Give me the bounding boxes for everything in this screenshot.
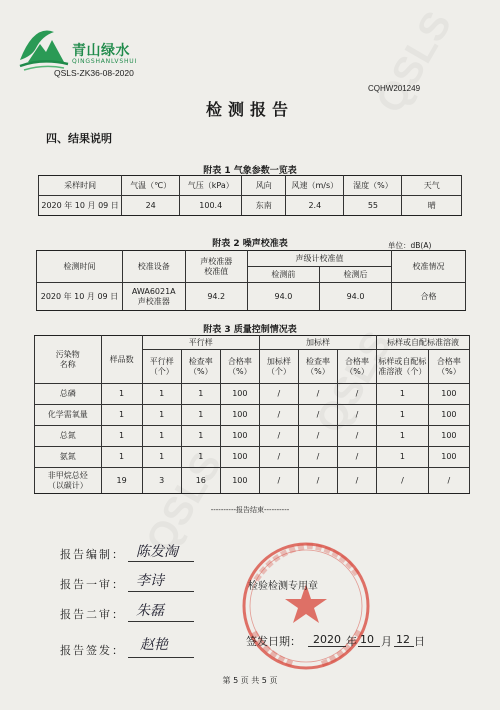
table-cell: 24: [122, 196, 180, 216]
signature-line: [128, 657, 194, 658]
table-cell: 19: [101, 468, 142, 494]
cell-text: 非甲烷总烃: [47, 470, 88, 480]
review1-label: 报告一审：: [60, 578, 125, 591]
header-cell: 风速（m/s）: [286, 176, 344, 196]
table-cell: 东南: [242, 196, 286, 216]
table-cell: 1: [101, 405, 142, 426]
table-cell: 1: [101, 384, 142, 405]
header-cell: 气压（kPa）: [180, 176, 242, 196]
table-cell: /: [338, 447, 377, 468]
header-cell: 气温（℃）: [122, 176, 180, 196]
header-text: （个）: [149, 366, 174, 376]
table-cell: 晴: [402, 196, 462, 216]
table-cell: /: [259, 426, 298, 447]
table-cell: 总磷: [35, 384, 102, 405]
header-text: （个）: [266, 366, 291, 376]
official-seal-icon: [236, 536, 376, 676]
header-cell: [142, 350, 181, 384]
header-text: 加标样: [266, 356, 291, 366]
header-cell: 合格率（%）: [220, 350, 259, 384]
header-cell: 平行样: [142, 336, 259, 350]
table-cell: 1: [181, 426, 220, 447]
header-cell: 检查率（%）: [181, 350, 220, 384]
header-cell: [35, 336, 102, 384]
cell-text: （以碳计）: [47, 480, 88, 490]
table-cell: 1: [181, 384, 220, 405]
issue-month: 10: [360, 633, 374, 646]
review2-label: 报告二审：: [60, 608, 125, 621]
table-cell: /: [428, 468, 469, 494]
table-row: [35, 426, 470, 447]
weather-table: [38, 175, 462, 216]
page-title: 检测报告: [205, 100, 294, 119]
cell-text: AWA6021A: [131, 286, 176, 296]
table-cell: /: [259, 384, 298, 405]
signature-line: [128, 561, 194, 562]
table-cell: /: [259, 468, 298, 494]
table-row: [39, 196, 462, 216]
header-cell: 检查率（%）: [298, 350, 337, 384]
mountain-logo-icon: [14, 18, 74, 73]
issue-year: 2020: [313, 633, 341, 646]
header-cell: 校准情况: [392, 251, 466, 283]
table-cell: 1: [377, 405, 429, 426]
table-cell: /: [338, 405, 377, 426]
review2-signature: 朱磊: [136, 603, 164, 619]
issuer-signature: 赵艳: [140, 637, 168, 653]
table-cell: 2020 年 10 月 09 日: [39, 196, 122, 216]
table-cell: 1: [377, 384, 429, 405]
section-heading: 四、结果说明: [46, 132, 112, 145]
noise-calibration-table: [36, 250, 466, 311]
table-cell: 55: [344, 196, 402, 216]
compiler-signature: 陈发淘: [136, 544, 178, 560]
issue-date-label: 签发日期：: [246, 635, 301, 648]
table-cell: /: [298, 447, 337, 468]
table-cell: 94.0: [247, 283, 319, 311]
issue-day-unit: 日: [414, 635, 425, 648]
header-cell: [185, 251, 247, 283]
table-cell: 1: [101, 447, 142, 468]
table-row: [35, 468, 470, 494]
table-cell: /: [259, 405, 298, 426]
date-line: [308, 646, 346, 647]
table-cell: 1: [142, 447, 181, 468]
table-cell: 100: [220, 468, 259, 494]
header-cell: 合格率（%）: [428, 350, 469, 384]
table-cell: 100: [428, 405, 469, 426]
table2-caption: 附表 2 噪声校准表: [212, 239, 288, 249]
quality-control-table: [34, 335, 470, 494]
table-cell: 100: [220, 384, 259, 405]
header-cell: 标样或自配标准溶液: [377, 336, 470, 350]
table-cell: 1: [377, 426, 429, 447]
date-line: [358, 646, 380, 647]
issue-day: 12: [396, 633, 410, 646]
header-cell: 检测时间: [37, 251, 123, 283]
table-cell: /: [298, 405, 337, 426]
table-cell: 1: [181, 405, 220, 426]
header-text: 平行样: [149, 356, 174, 366]
document-code: QSLS-ZK36-08-2020: [54, 68, 134, 78]
table-cell: /: [377, 468, 429, 494]
table-cell: /: [298, 468, 337, 494]
page-number: 第 5 页 共 5 页: [222, 676, 278, 685]
review1-signature: 李诗: [136, 573, 164, 589]
table-cell: 1: [142, 384, 181, 405]
header-cell: 样品数: [101, 336, 142, 384]
header-cell: 天气: [402, 176, 462, 196]
table-cell: /: [259, 447, 298, 468]
header-cell: 合格率（%）: [338, 350, 377, 384]
table-row: [37, 283, 466, 311]
issue-year-unit: 年: [346, 635, 357, 648]
header-cell: [259, 350, 298, 384]
table-cell: 2.4: [286, 196, 344, 216]
table-cell: 94.2: [185, 283, 247, 311]
table-cell: /: [338, 468, 377, 494]
table-row: [35, 405, 470, 426]
table1-caption: 附表 1 气象参数一览表: [203, 166, 297, 176]
header-cell: 风向: [242, 176, 286, 196]
logo-subtext: QINGSHANLVSHUI: [72, 58, 138, 65]
table-cell: /: [298, 426, 337, 447]
unit-label: 单位：dB(A): [388, 241, 432, 250]
header-text: 名称: [59, 359, 76, 369]
header-cell: 加标样: [259, 336, 376, 350]
table-cell: 1: [377, 447, 429, 468]
header-text: 污染物: [55, 349, 80, 359]
compiler-label: 报告编制：: [60, 548, 125, 561]
table-cell: 1: [181, 447, 220, 468]
table-cell: 94.0: [319, 283, 391, 311]
header-cell: 声级计校准值: [247, 251, 391, 267]
stamp-label: 检验检测专用章: [248, 581, 318, 592]
header-cell: 校准设备: [122, 251, 185, 283]
table-cell: 合格: [392, 283, 466, 311]
table-cell: /: [338, 426, 377, 447]
date-line: [394, 646, 414, 647]
header-cell: 采样时间: [39, 176, 122, 196]
header-cell: 检测前: [247, 267, 319, 283]
issuer-label: 报告签发：: [60, 644, 125, 657]
issue-month-unit: 月: [381, 635, 392, 648]
header-cell: 检测后: [319, 267, 391, 283]
table-cell: 100: [220, 405, 259, 426]
table-row: [35, 384, 470, 405]
report-number: CQHW201249: [368, 84, 421, 93]
table-row: [35, 447, 470, 468]
logo-text: 青山绿水: [72, 43, 130, 59]
table-cell: 100.4: [180, 196, 242, 216]
table-cell: [122, 283, 185, 311]
table-cell: 化学需氧量: [35, 405, 102, 426]
table-cell: 100: [220, 426, 259, 447]
table-cell: 100: [428, 447, 469, 468]
signature-line: [128, 591, 194, 592]
table3-caption: 附表 3 质量控制情况表: [203, 325, 297, 335]
table-cell: 100: [428, 384, 469, 405]
header-cell: 标样或自配标准溶液（个）: [377, 350, 429, 384]
table-cell: 1: [142, 405, 181, 426]
report-end-mark: ----------报告结束----------: [210, 506, 290, 514]
table-cell: /: [338, 384, 377, 405]
header-text: 声校准器: [200, 256, 233, 266]
cell-text: 声校准器: [137, 296, 170, 306]
table-cell: /: [298, 384, 337, 405]
table-cell: 3: [142, 468, 181, 494]
table-cell: 100: [428, 426, 469, 447]
signature-line: [128, 621, 194, 622]
header-text: 校准值: [204, 266, 229, 276]
table-cell: 2020 年 10 月 09 日: [37, 283, 123, 311]
table-cell: 氨氮: [35, 447, 102, 468]
table-header-row: [39, 176, 462, 196]
table-cell: 总氮: [35, 426, 102, 447]
table-cell: 16: [181, 468, 220, 494]
table-cell: 100: [220, 447, 259, 468]
table-cell: [35, 468, 102, 494]
table-cell: 1: [101, 426, 142, 447]
table-cell: 1: [142, 426, 181, 447]
header-cell: 湿度（%）: [344, 176, 402, 196]
